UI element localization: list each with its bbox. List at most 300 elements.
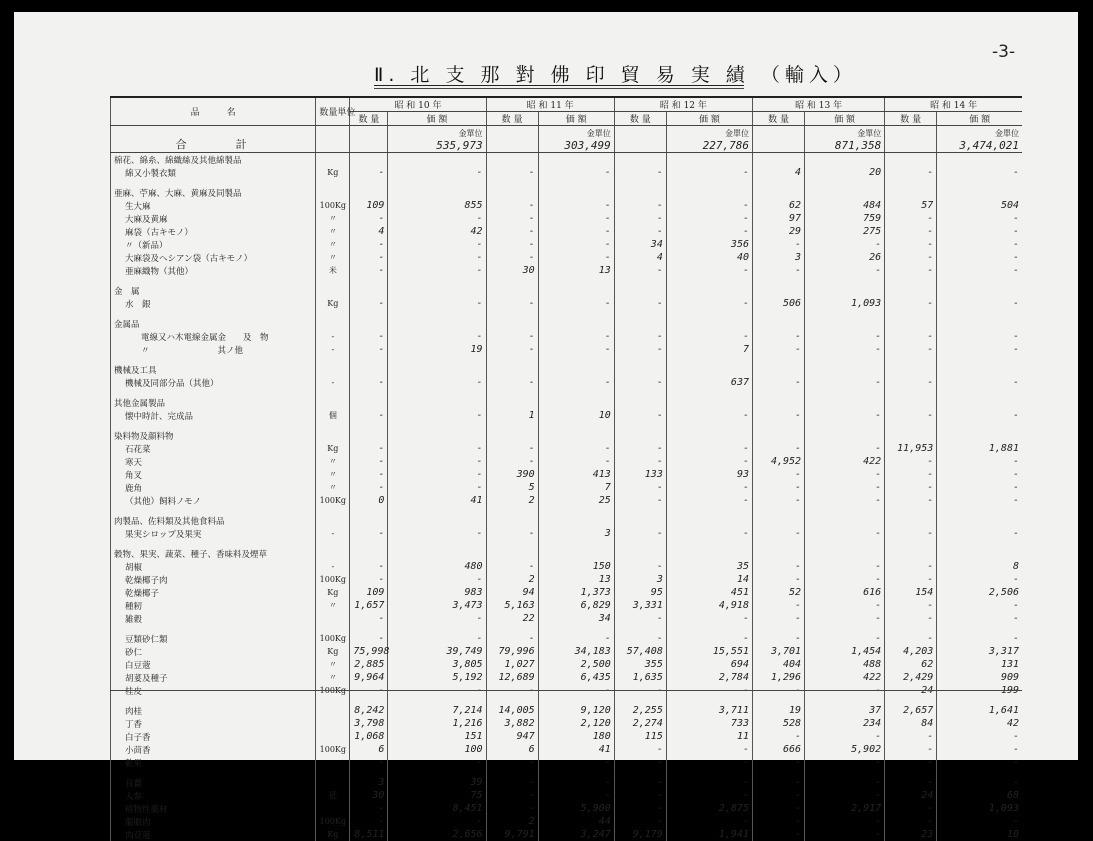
row-value: - <box>666 455 752 468</box>
row-unit: - <box>316 376 350 389</box>
row-value: - <box>937 376 1022 389</box>
row-label: 其他金属製品 <box>111 396 316 409</box>
row-quantity <box>486 389 538 396</box>
row-quantity: 3,331 <box>614 599 666 612</box>
row-quantity: - <box>885 756 937 769</box>
row-value <box>805 363 885 376</box>
row-value <box>666 625 752 632</box>
row-value: - <box>937 166 1022 179</box>
row-unit: 100Kg <box>316 815 350 828</box>
row-quantity: - <box>752 376 804 389</box>
row-value <box>388 356 486 363</box>
table-bottom-rule <box>110 690 1022 691</box>
row-quantity <box>885 625 937 632</box>
row-unit <box>316 284 350 297</box>
row-value: - <box>805 494 885 507</box>
table-row <box>111 363 1023 376</box>
table-row <box>111 560 1023 573</box>
row-quantity <box>752 186 804 199</box>
row-quantity <box>614 422 666 429</box>
row-quantity <box>885 310 937 317</box>
row-quantity: - <box>350 684 388 697</box>
row-label: 大麻袋及ヘシアン袋（古キモノ） <box>111 251 316 264</box>
row-quantity: 57,408 <box>614 645 666 658</box>
table-row <box>111 815 1023 828</box>
row-label: 麻袋（古キモノ） <box>111 225 316 238</box>
spacer-row <box>111 697 1023 704</box>
row-value: 480 <box>388 560 486 573</box>
total-value-12 <box>666 126 752 153</box>
row-label: 懐中時計、完成品 <box>111 409 316 422</box>
row-quantity: 4 <box>752 166 804 179</box>
spacer-row <box>111 389 1023 396</box>
row-unit: Kg <box>316 828 350 841</box>
row-label: 鹿角 <box>111 481 316 494</box>
row-label: 砂仁 <box>111 645 316 658</box>
row-quantity: - <box>885 599 937 612</box>
row-quantity <box>885 277 937 284</box>
row-value: 6,829 <box>538 599 614 612</box>
row-value: - <box>805 343 885 356</box>
table-row <box>111 573 1023 586</box>
row-label: 綿又小製衣類 <box>111 166 316 179</box>
row-value: - <box>937 494 1022 507</box>
row-quantity: 1,635 <box>614 671 666 684</box>
row-quantity <box>486 514 538 527</box>
row-quantity: - <box>486 225 538 238</box>
row-value: 7,214 <box>388 704 486 717</box>
row-unit <box>316 625 350 632</box>
table-row <box>111 586 1023 599</box>
row-value: - <box>805 612 885 625</box>
row-value: - <box>666 442 752 455</box>
row-value: 13 <box>538 573 614 586</box>
row-quantity: - <box>885 573 937 586</box>
row-quantity: - <box>885 527 937 540</box>
row-quantity <box>486 697 538 704</box>
row-quantity <box>350 769 388 776</box>
document-page <box>14 12 1078 841</box>
row-value: 234 <box>805 717 885 730</box>
row-value <box>666 186 752 199</box>
row-value: - <box>937 330 1022 343</box>
row-quantity: 1,027 <box>486 658 538 671</box>
row-quantity: - <box>486 343 538 356</box>
row-quantity: - <box>752 632 804 645</box>
row-quantity: 355 <box>614 658 666 671</box>
header-qty: 数 量 <box>614 112 666 126</box>
row-value: - <box>666 527 752 540</box>
row-quantity <box>486 396 538 409</box>
row-quantity: - <box>614 481 666 494</box>
row-unit: Kg <box>316 166 350 179</box>
row-label: 機械及工具 <box>111 363 316 376</box>
row-value: - <box>937 468 1022 481</box>
row-quantity <box>614 186 666 199</box>
row-value: - <box>388 409 486 422</box>
row-value <box>538 389 614 396</box>
table-row <box>111 251 1023 264</box>
row-label: 寒天 <box>111 455 316 468</box>
row-value: - <box>388 442 486 455</box>
row-value: - <box>937 815 1022 828</box>
table-row <box>111 166 1023 179</box>
row-unit <box>316 704 350 717</box>
row-value <box>666 310 752 317</box>
table-row <box>111 547 1023 560</box>
row-value <box>937 153 1022 167</box>
header-val: 価 額 <box>388 112 486 126</box>
row-value: 7 <box>666 343 752 356</box>
row-value: - <box>937 776 1022 789</box>
row-label: 大麻及黄麻 <box>111 212 316 225</box>
row-quantity: - <box>486 789 538 802</box>
row-quantity: - <box>752 684 804 697</box>
row-quantity: 34 <box>614 238 666 251</box>
row-quantity: 3 <box>752 251 804 264</box>
row-quantity: 3 <box>350 776 388 789</box>
row-unit <box>316 730 350 743</box>
row-quantity: - <box>486 442 538 455</box>
table-row <box>111 396 1023 409</box>
row-value: 26 <box>805 251 885 264</box>
row-value: 13 <box>538 264 614 277</box>
row-quantity: 62 <box>885 658 937 671</box>
row-quantity: - <box>350 297 388 310</box>
row-value: - <box>805 481 885 494</box>
row-quantity: - <box>486 560 538 573</box>
row-quantity: - <box>614 264 666 277</box>
row-unit <box>316 769 350 776</box>
row-value: 42 <box>937 717 1022 730</box>
header-row-years <box>111 97 1023 112</box>
row-value <box>666 356 752 363</box>
row-quantity <box>350 317 388 330</box>
row-value: - <box>666 632 752 645</box>
row-value: - <box>805 684 885 697</box>
row-label: 肉製品、佐料類及其他食料品 <box>111 514 316 527</box>
page-number: -3- <box>992 42 1016 62</box>
total-qty-cell <box>752 126 804 153</box>
table-row <box>111 743 1023 756</box>
row-value <box>388 186 486 199</box>
row-quantity <box>350 540 388 547</box>
row-value <box>666 363 752 376</box>
row-value: - <box>937 251 1022 264</box>
row-value: - <box>937 212 1022 225</box>
row-quantity <box>486 317 538 330</box>
row-label <box>111 507 316 514</box>
row-value <box>388 547 486 560</box>
row-unit: 〃 <box>316 238 350 251</box>
row-value: 694 <box>666 658 752 671</box>
row-unit: 100Kg <box>316 632 350 645</box>
row-quantity: 23 <box>885 828 937 841</box>
table-row <box>111 284 1023 297</box>
row-quantity <box>350 625 388 632</box>
row-value: - <box>538 330 614 343</box>
spacer-row <box>111 625 1023 632</box>
total-value-text: 3,474,021 <box>959 139 1019 152</box>
row-quantity: 3,882 <box>486 717 538 730</box>
row-value: 413 <box>538 468 614 481</box>
row-value: - <box>805 409 885 422</box>
row-quantity <box>350 363 388 376</box>
row-label <box>111 422 316 429</box>
row-value: 42 <box>388 225 486 238</box>
row-value: - <box>388 684 486 697</box>
spacer-row <box>111 277 1023 284</box>
row-quantity: - <box>486 455 538 468</box>
row-quantity: 6 <box>486 743 538 756</box>
row-label: 乾燥椰子 <box>111 586 316 599</box>
row-unit: 100Kg <box>316 684 350 697</box>
row-quantity: - <box>885 776 937 789</box>
row-value: 75 <box>388 789 486 802</box>
row-value: - <box>937 481 1022 494</box>
row-label: 種籾 <box>111 599 316 612</box>
row-label: 金 属 <box>111 284 316 297</box>
row-unit <box>316 310 350 317</box>
row-quantity: - <box>752 442 804 455</box>
row-value <box>538 422 614 429</box>
row-quantity: 2,885 <box>350 658 388 671</box>
row-quantity <box>885 507 937 514</box>
row-quantity: - <box>614 455 666 468</box>
row-unit: 〃 <box>316 468 350 481</box>
row-value: 44 <box>538 815 614 828</box>
row-value <box>805 186 885 199</box>
row-quantity: 24 <box>885 684 937 697</box>
row-quantity: 24 <box>885 789 937 802</box>
row-value: 93 <box>666 468 752 481</box>
row-value <box>805 317 885 330</box>
row-quantity: - <box>350 409 388 422</box>
row-label: 水 銀 <box>111 297 316 310</box>
row-label: 角叉 <box>111 468 316 481</box>
row-value: - <box>538 212 614 225</box>
row-label: 丁香 <box>111 717 316 730</box>
header-val: 価 額 <box>538 112 614 126</box>
row-value <box>805 396 885 409</box>
table-row <box>111 704 1023 717</box>
row-unit <box>316 317 350 330</box>
table-row <box>111 789 1023 802</box>
row-value <box>388 697 486 704</box>
row-value: - <box>805 330 885 343</box>
table-row <box>111 514 1023 527</box>
row-quantity: - <box>752 481 804 494</box>
row-quantity: - <box>885 343 937 356</box>
row-quantity <box>885 389 937 396</box>
row-quantity <box>752 396 804 409</box>
row-quantity <box>486 277 538 284</box>
table-row <box>111 317 1023 330</box>
row-quantity: - <box>486 166 538 179</box>
row-value <box>937 310 1022 317</box>
row-value: 3,805 <box>388 658 486 671</box>
row-quantity: - <box>486 238 538 251</box>
row-quantity: - <box>885 166 937 179</box>
row-quantity <box>885 284 937 297</box>
row-value: - <box>538 199 614 212</box>
row-value: - <box>388 573 486 586</box>
table-row <box>111 481 1023 494</box>
row-value <box>388 422 486 429</box>
row-quantity: - <box>885 468 937 481</box>
header-year-12: 昭 和 12 年 <box>614 97 752 112</box>
row-quantity: 9,179 <box>614 828 666 841</box>
header-val: 価 額 <box>805 112 885 126</box>
total-value-text: 535,973 <box>436 139 483 152</box>
row-value: 2,875 <box>666 802 752 815</box>
row-value <box>388 310 486 317</box>
header-year-11: 昭 和 11 年 <box>486 97 614 112</box>
row-value <box>805 625 885 632</box>
row-quantity: 2,657 <box>885 704 937 717</box>
row-quantity: - <box>614 343 666 356</box>
row-label: 龍眼肉 <box>111 815 316 828</box>
row-value <box>388 389 486 396</box>
row-quantity <box>350 514 388 527</box>
row-quantity: 528 <box>752 717 804 730</box>
row-value: 759 <box>805 212 885 225</box>
row-unit <box>316 717 350 730</box>
row-label: 穀物、果実、蔬菜、種子、香味料及煙草 <box>111 547 316 560</box>
row-value <box>937 356 1022 363</box>
row-quantity <box>350 179 388 186</box>
row-label: 染料物及顔料物 <box>111 429 316 442</box>
row-unit: 個 <box>316 409 350 422</box>
row-quantity <box>350 284 388 297</box>
row-quantity: - <box>614 409 666 422</box>
table-row <box>111 455 1023 468</box>
row-unit <box>316 396 350 409</box>
table-row <box>111 599 1023 612</box>
row-quantity: - <box>752 264 804 277</box>
row-value: - <box>388 612 486 625</box>
row-value: 4,918 <box>666 599 752 612</box>
row-value: 3,711 <box>666 704 752 717</box>
table-row <box>111 730 1023 743</box>
row-label: 〃（新品） <box>111 238 316 251</box>
row-quantity: - <box>486 330 538 343</box>
row-unit: 〃 <box>316 481 350 494</box>
row-value: 100 <box>388 743 486 756</box>
row-value: - <box>388 297 486 310</box>
row-value: - <box>538 776 614 789</box>
row-quantity: 3,798 <box>350 717 388 730</box>
row-value: - <box>937 225 1022 238</box>
row-value: - <box>388 212 486 225</box>
row-label: 肉桂 <box>111 704 316 717</box>
row-value: - <box>388 527 486 540</box>
row-quantity <box>614 769 666 776</box>
row-value <box>937 284 1022 297</box>
row-label: 白子香 <box>111 730 316 743</box>
row-quantity: - <box>752 330 804 343</box>
row-value <box>538 429 614 442</box>
row-label: 乾果 <box>111 756 316 769</box>
row-quantity: - <box>350 330 388 343</box>
row-quantity <box>752 310 804 317</box>
table-row <box>111 776 1023 789</box>
row-quantity: 8,511 <box>350 828 388 841</box>
row-quantity: - <box>350 481 388 494</box>
table-row <box>111 225 1023 238</box>
row-quantity: 2 <box>486 573 538 586</box>
row-label: 亜麻織物（其他） <box>111 264 316 277</box>
row-quantity: 109 <box>350 586 388 599</box>
table-row <box>111 297 1023 310</box>
total-value-13 <box>805 126 885 153</box>
row-quantity: - <box>752 494 804 507</box>
row-unit <box>316 776 350 789</box>
row-quantity: - <box>885 212 937 225</box>
row-quantity <box>885 697 937 704</box>
row-value: 10 <box>937 828 1022 841</box>
row-value: - <box>937 527 1022 540</box>
header-val: 価 額 <box>666 112 752 126</box>
total-qty-cell <box>486 126 538 153</box>
row-unit: Kg <box>316 442 350 455</box>
row-value <box>388 317 486 330</box>
row-value <box>937 277 1022 284</box>
row-quantity: - <box>486 632 538 645</box>
row-unit <box>316 540 350 547</box>
row-quantity <box>486 547 538 560</box>
row-unit <box>316 514 350 527</box>
row-value <box>937 769 1022 776</box>
table-row <box>111 717 1023 730</box>
row-quantity <box>614 429 666 442</box>
row-unit: - <box>316 330 350 343</box>
row-label: 電線又ハ木電線金属金 及 物 <box>111 330 316 343</box>
table-row <box>111 756 1023 769</box>
row-value: - <box>666 776 752 789</box>
row-value: 20 <box>805 166 885 179</box>
row-unit <box>316 363 350 376</box>
row-value: - <box>538 251 614 264</box>
row-unit: 〃 <box>316 658 350 671</box>
row-quantity: 5,163 <box>486 599 538 612</box>
row-quantity: 22 <box>486 612 538 625</box>
row-quantity: - <box>752 789 804 802</box>
row-quantity: - <box>885 409 937 422</box>
spacer-row <box>111 507 1023 514</box>
row-quantity: - <box>614 494 666 507</box>
row-unit: 〃 <box>316 212 350 225</box>
table-row <box>111 238 1023 251</box>
row-quantity <box>350 277 388 284</box>
row-label <box>111 540 316 547</box>
row-value <box>666 317 752 330</box>
row-quantity: 4 <box>614 251 666 264</box>
row-quantity <box>885 547 937 560</box>
row-value <box>538 514 614 527</box>
table-row <box>111 409 1023 422</box>
row-quantity: 0 <box>350 494 388 507</box>
row-value <box>666 284 752 297</box>
row-value: 275 <box>805 225 885 238</box>
row-quantity: 666 <box>752 743 804 756</box>
row-value: - <box>388 455 486 468</box>
row-value <box>937 186 1022 199</box>
row-quantity: - <box>885 815 937 828</box>
header-year-14: 昭 和 14 年 <box>885 97 1022 112</box>
row-value: 8,451 <box>388 802 486 815</box>
row-value: 3,317 <box>937 645 1022 658</box>
